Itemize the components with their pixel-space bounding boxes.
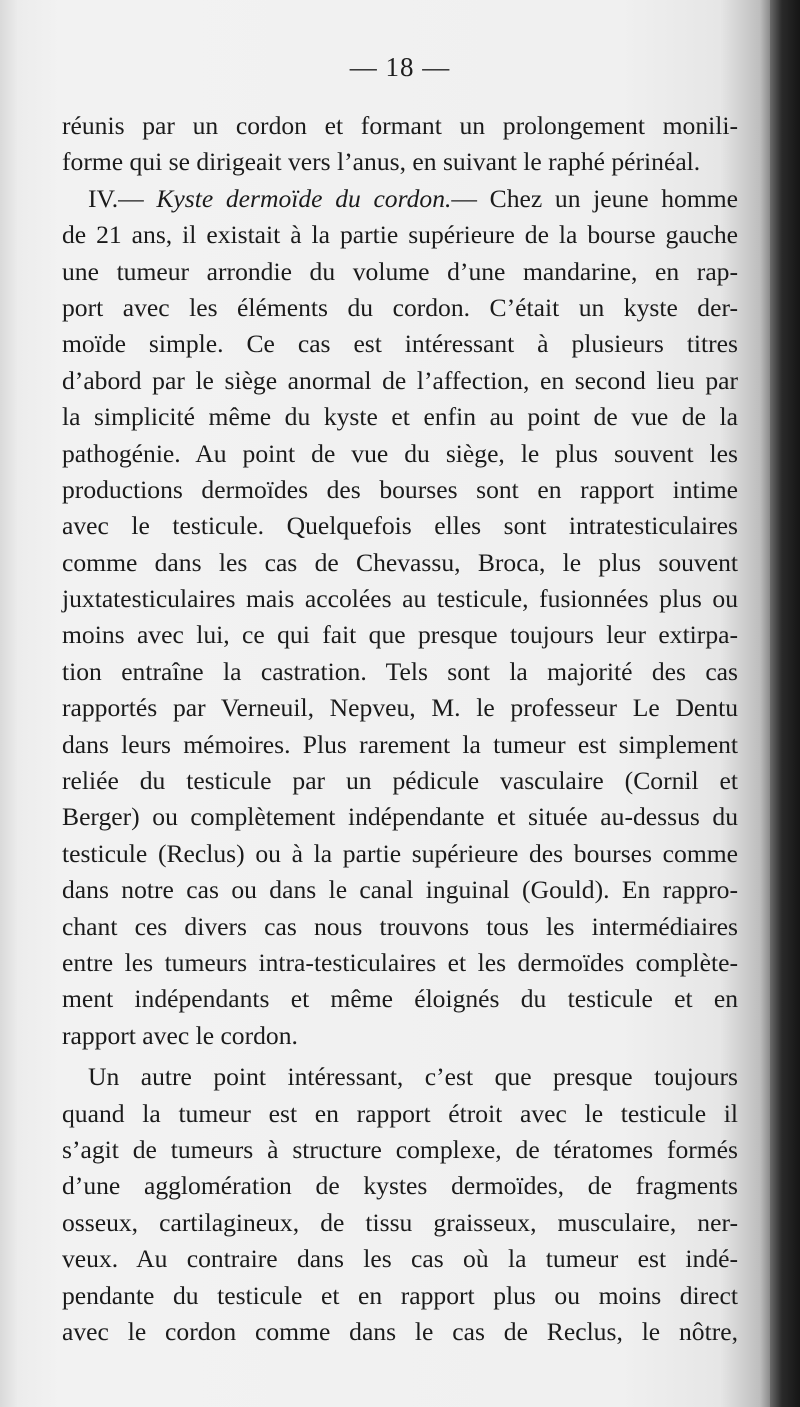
- text-line: entre les tumeurs intra-testiculaires et les dermoïdes complète-: [62, 947, 738, 977]
- text-line: une tumeur arrondie du volume d’une mandarine, en rap-: [62, 256, 738, 286]
- text-line: d’abord par le siège anormal de l’affection, en second lieu par: [62, 365, 738, 395]
- text-line: Berger) ou complètement indépendante et située au-dessus du: [62, 802, 738, 832]
- text-line: reliée du testicule par un pédicule vasculaire (Cornil et: [62, 766, 738, 796]
- text-line: avec le cordon comme dans le cas de Reclus, le nôtre,: [62, 1316, 738, 1346]
- text-line: moïde simple. Ce cas est intéressant à plusieurs titres: [62, 329, 738, 359]
- text-line: réunis par un cordon et formant un prolongement monili-: [62, 111, 738, 140]
- text-line: pathogénie. Au point de vue du siège, le plus souvent les: [62, 438, 738, 468]
- text-line: la simplicité même du kyste et enfin au point de vue de la: [62, 402, 738, 432]
- text-line: rapport avec le cordon.: [62, 1020, 298, 1050]
- text-line: dans leurs mémoires. Plus rarement la tumeur est simplement: [62, 729, 738, 759]
- text-line: de 21 ans, il existait à la partie supérieure de la bourse gauche: [62, 220, 738, 250]
- text-line: chant ces divers cas nous trouvons tous les intermédiaires: [62, 911, 738, 941]
- text-line: [62, 181, 738, 217]
- section-title: Kyste dermoïde du cordon.: [156, 183, 452, 213]
- text-line: productions dermoïdes des bourses sont en rapport intime: [62, 474, 738, 504]
- text-line: avec le testicule. Quelquefois elles sont intratesticulaires: [62, 511, 738, 541]
- text-line: ment indépendants et même éloignés du testicule et en: [62, 984, 738, 1014]
- text-line: veux. Au contraire dans les cas où la tumeur est indé-: [62, 1244, 738, 1274]
- page-number: — 18 —: [349, 52, 451, 82]
- page-body-text: [62, 108, 738, 1350]
- book-spine-shadow: [770, 0, 800, 1407]
- text-line: osseux, cartilagineux, de tissu graisseux, musculaire, ner-: [62, 1207, 738, 1237]
- text-line: pendante du testicule et en rapport plus ou moins direct: [62, 1280, 738, 1310]
- text-line: comme dans les cas de Chevassu, Broca, le plus souvent: [62, 547, 738, 577]
- text-line: Un autre point intéressant, c’est que presque toujours: [88, 1062, 738, 1092]
- text-line: d’une agglomération de kystes dermoïdes, de fragments: [62, 1171, 738, 1201]
- line-text: — Chez un jeune homme: [451, 183, 738, 213]
- text-line: s’agit de tumeurs à structure complexe, de tératomes formés: [62, 1134, 738, 1164]
- text-line: dans notre cas ou dans le canal inguinal (Gould). En rappro-: [62, 875, 738, 905]
- text-line: moins avec lui, ce qui fait que presque toujours leur extirpa-: [62, 620, 738, 650]
- text-line: rapportés par Verneuil, Nepveu, M. le professeur Le Dentu: [62, 693, 738, 723]
- text-line: tion entraîne la castration. Tels sont la majorité des cas: [62, 656, 738, 686]
- text-line: quand la tumeur est en rapport étroit avec le testicule il: [62, 1098, 738, 1128]
- text-line: port avec les éléments du cordon. C’était un kyste der-: [62, 292, 738, 322]
- text-line: forme qui se dirigeait vers l’anus, en suivant le raphé périnéal.: [62, 147, 701, 177]
- text-line: testicule (Reclus) ou à la partie supérieure des bourses comme: [62, 838, 738, 868]
- section-number: IV.—: [88, 183, 157, 213]
- text-line: juxtatesticulaires mais accolées au testicule, fusionnées plus ou: [62, 584, 738, 614]
